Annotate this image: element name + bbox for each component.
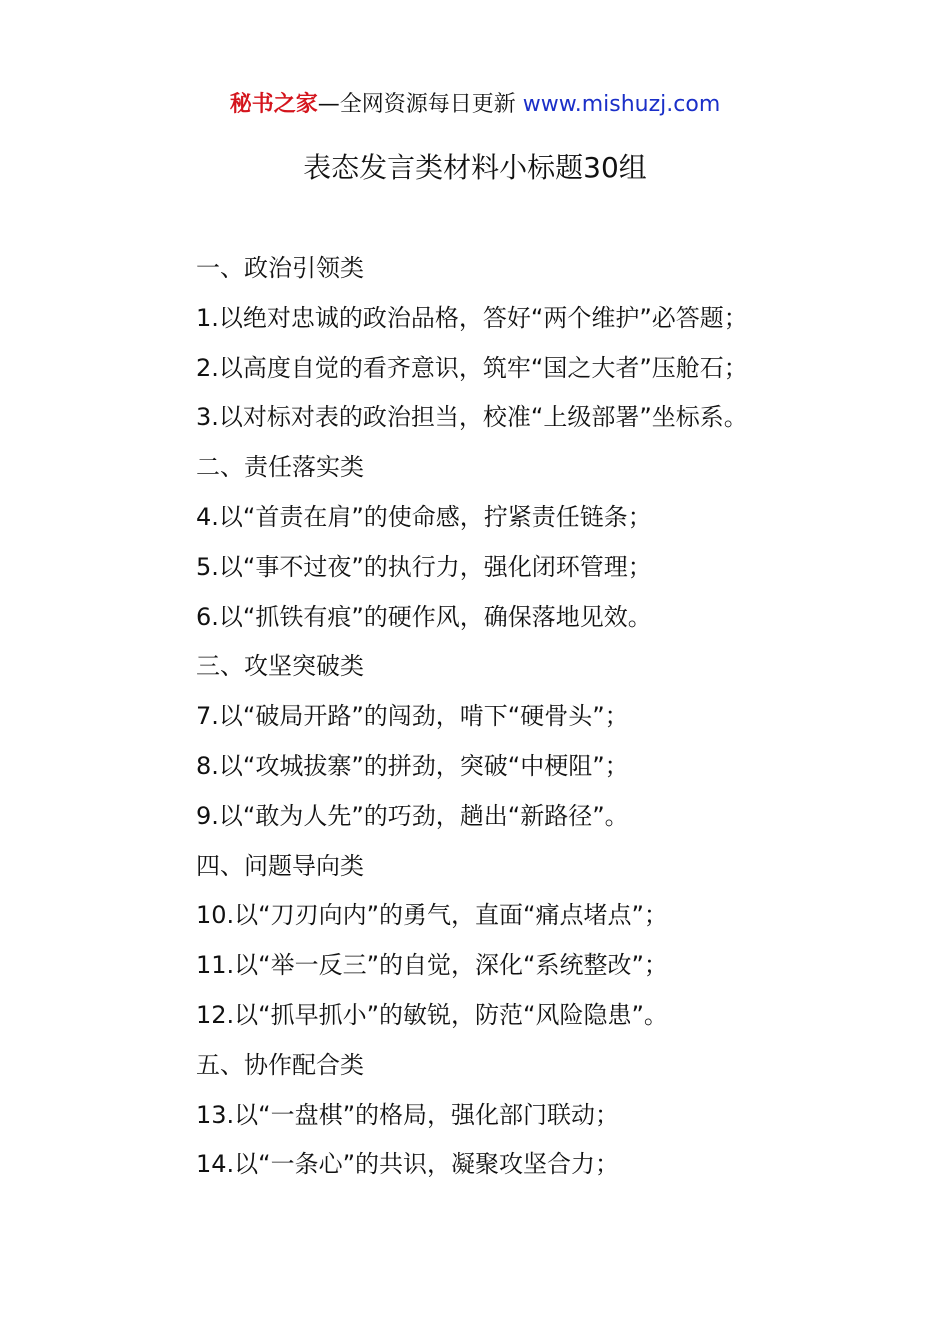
section-heading-responsibility: 二、责任落实类 [196,453,364,482]
list-item-7: 7.以“破局开路”的闯劲，啃下“硬骨头”； [196,702,629,731]
list-item-6: 6.以“抓铁有痕”的硬作风，确保落地见效。 [196,602,652,631]
document-title: 表态发言类材料小标题30组 [303,151,647,184]
list-item-5: 5.以“事不过夜”的执行力，强化闭环管理； [196,552,652,581]
list-item-13: 13.以“一盘棋”的格局，强化部门联动； [196,1100,620,1129]
list-item-10: 10.以“刀刃向内”的勇气，直面“痛点堵点”； [196,901,668,930]
list-item-11: 11.以“举一反三”的自觉，深化“系统整改”； [196,951,668,980]
section-heading-breakthrough: 三、攻坚突破类 [196,652,364,681]
list-item-12: 12.以“抓早抓小”的敏锐，防范“风险隐患”。 [196,1000,668,1029]
list-item-3: 3.以对标对表的政治担当，校准“上级部署”坐标系。 [196,403,748,432]
document-body [196,250,916,1196]
list-item-4: 4.以“首责在肩”的使命感，拧紧责任链条； [196,502,652,531]
site-url-link[interactable]: www.mishuzj.com [522,92,721,117]
list-item-9: 9.以“敢为人先”的巧劲，趟出“新路径”。 [196,801,629,830]
list-item-2: 2.以高度自觉的看齐意识，筑牢“国之大者”压舱石； [196,353,748,382]
site-header [0,88,950,122]
site-tagline: —全网资源每日更新 [317,92,523,117]
list-item-1: 1.以绝对忠诚的政治品格，答好“两个维护”必答题； [196,303,748,332]
list-item-14: 14.以“一条心”的共识，凝聚攻坚合力； [196,1150,620,1179]
section-heading-cooperation: 五、协作配合类 [196,1050,364,1079]
section-heading-political: 一、政治引领类 [196,254,364,282]
section-heading-problem: 四、问题导向类 [196,851,364,880]
brand-name: 秘书之家 [229,92,318,117]
list-item-8: 8.以“攻城拔寨”的拼劲，突破“中梗阻”； [196,751,629,780]
